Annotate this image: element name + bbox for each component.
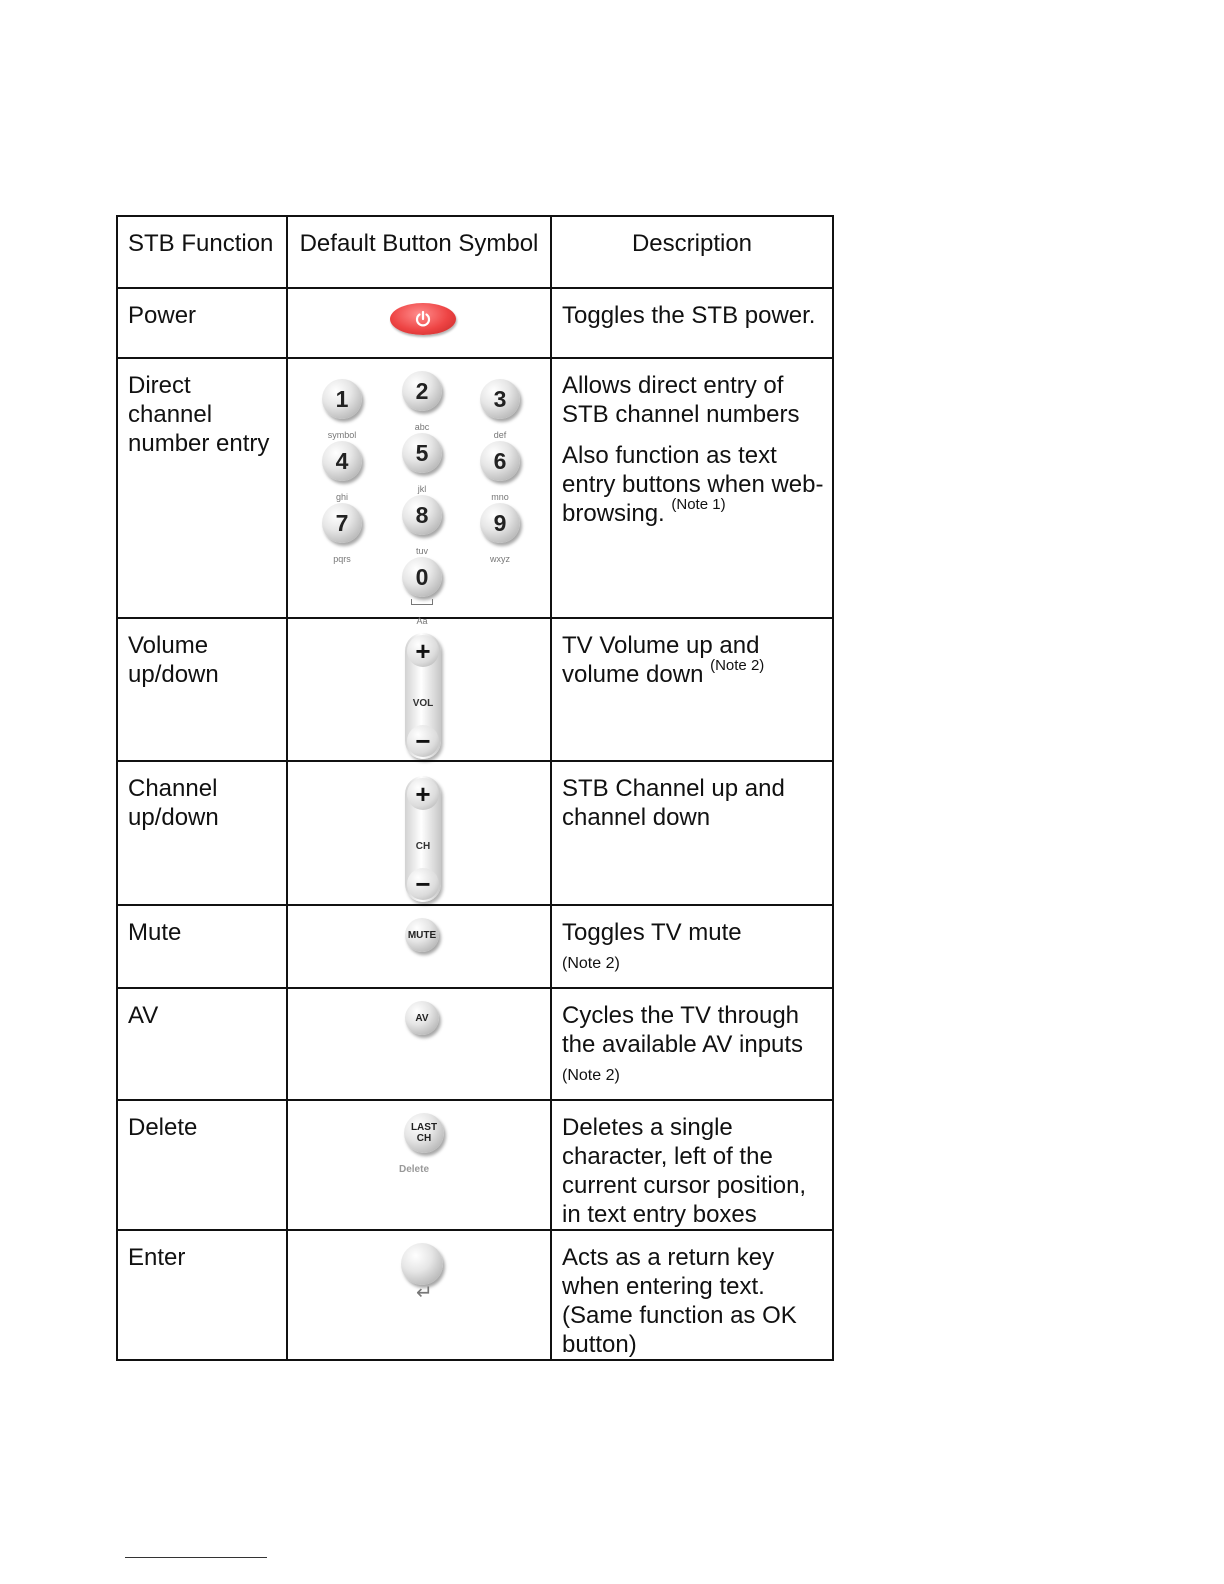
last-ch-line1: LAST	[410, 1122, 438, 1133]
symbol-cell	[287, 988, 551, 1100]
digit-7-button: 7	[322, 503, 362, 543]
description-cell: Deletes a single character, left of the current cursor position, in text entry boxes	[551, 1100, 833, 1230]
volume-label: VOL	[412, 698, 434, 709]
last-ch-button	[404, 1113, 444, 1153]
note-ref: (Note 2)	[562, 1067, 620, 1084]
table-row	[117, 761, 833, 905]
description-text: Cycles the TV through the available AV inputs	[562, 1002, 804, 1058]
function-cell: Mute	[117, 905, 287, 988]
function-cell: Channel up/down	[117, 761, 287, 905]
numeric-keypad	[288, 359, 552, 626]
function-cell: Volume up/down	[117, 618, 287, 761]
digit-8-button: 8	[402, 495, 442, 535]
note-ref: (Note 2)	[710, 657, 765, 674]
note-ref: (Note 2)	[562, 955, 620, 972]
digit-6-button: 6	[480, 441, 520, 481]
symbol-cell	[287, 618, 551, 761]
volume-up-icon: +	[407, 635, 439, 667]
symbol-cell	[287, 761, 551, 905]
digit-3-button: 3	[480, 379, 520, 419]
digit-5-letters: jkl	[417, 484, 427, 494]
description-cell	[551, 618, 833, 761]
digit-9-button: 9	[480, 503, 520, 543]
header-stb-function: STB Function	[117, 216, 287, 288]
description-cell	[551, 905, 833, 988]
digit-2-button: 2	[402, 371, 442, 411]
description-text: Allows direct entry of STB channel numbers	[562, 372, 800, 428]
digit-9-letters: wxyz	[490, 554, 510, 564]
digit-0-button: 0	[402, 557, 442, 597]
digit-5-button: 5	[402, 433, 442, 473]
digit-7-letters: pqrs	[333, 554, 351, 564]
footnote-separator	[125, 1557, 267, 1558]
channel-down-icon: −	[407, 868, 439, 900]
table-row	[117, 988, 833, 1100]
digit-1-button: 1	[322, 379, 362, 419]
header-button-symbol: Default Button Symbol	[287, 216, 551, 288]
table-row	[117, 1230, 833, 1360]
enter-arrow-icon: ↵	[416, 1282, 433, 1304]
description-para-2	[562, 441, 824, 528]
channel-rocker	[405, 776, 441, 902]
remote-functions-table	[116, 215, 834, 1361]
symbol-cell	[287, 1100, 551, 1230]
digit-4-button: 4	[322, 441, 362, 481]
function-cell: Delete	[117, 1100, 287, 1230]
symbol-cell	[287, 288, 551, 358]
table-row	[117, 288, 833, 358]
symbol-cell	[287, 358, 551, 626]
power-icon	[413, 309, 433, 329]
power-button	[390, 303, 456, 335]
header-description: Description	[551, 216, 833, 288]
digit-2-letters: abc	[414, 422, 430, 432]
header-row	[117, 216, 833, 288]
function-cell: AV	[117, 988, 287, 1100]
digit-3-letters: def	[493, 430, 507, 440]
note-ref: (Note 1)	[671, 496, 726, 513]
table-row	[117, 618, 833, 761]
last-ch-line2: CH	[416, 1133, 432, 1144]
digit-0-letters: Aa	[416, 616, 428, 626]
av-button: AV	[405, 1001, 439, 1035]
description-cell	[551, 358, 833, 618]
digit-8-letters: tuv	[415, 546, 428, 556]
description-cell: Acts as a return key when entering text. (Same function as OK button)	[551, 1230, 833, 1360]
digit-1-letters: symbol	[327, 430, 357, 440]
channel-up-icon: +	[407, 778, 439, 810]
delete-sublabel: Delete	[398, 1164, 429, 1175]
function-cell: Enter	[117, 1230, 287, 1360]
symbol-cell	[287, 1230, 551, 1360]
space-bracket-icon	[411, 599, 433, 605]
channel-label: CH	[415, 841, 431, 852]
table-row	[117, 358, 833, 618]
digit-4-letters: ghi	[335, 492, 348, 502]
description-text-2: Also function as text entry buttons when web-browsing.	[562, 442, 824, 527]
description-text: Toggles TV mute	[562, 919, 742, 946]
symbol-cell	[287, 905, 551, 988]
description-cell: STB Channel up and channel down	[551, 761, 833, 905]
description-cell: Toggles the STB power.	[551, 288, 833, 358]
table-row	[117, 905, 833, 988]
function-cell: Direct channel number entry	[117, 358, 287, 618]
description-text: TV Volume up and volume down	[562, 632, 760, 688]
volume-down-icon: −	[407, 725, 439, 757]
table-row	[117, 1100, 833, 1230]
mute-button: MUTE	[405, 918, 439, 952]
description-cell	[551, 988, 833, 1100]
function-cell: Power	[117, 288, 287, 358]
volume-rocker	[405, 633, 441, 759]
digit-6-letters: mno	[491, 492, 509, 502]
